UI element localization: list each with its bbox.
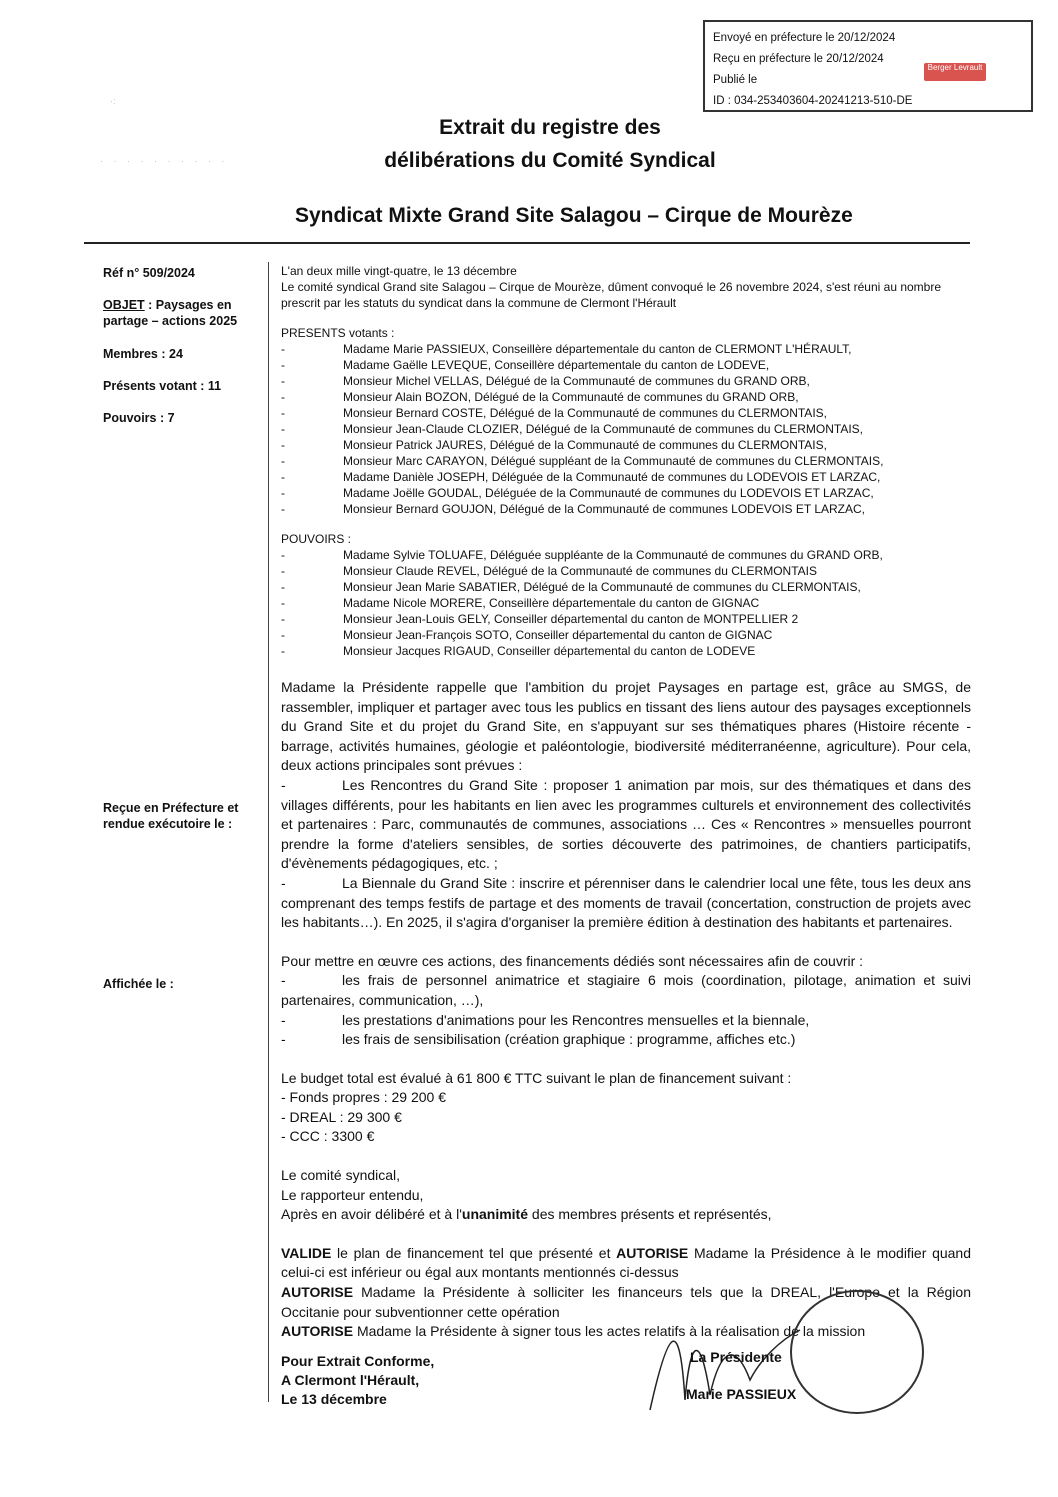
attendee-item: - Monsieur Michel VELLAS, Délégué de la Communauté de communes du GRAND ORB, [281, 374, 810, 388]
footer-block [281, 1352, 434, 1409]
funding-line: - Fonds propres : 29 200 € [281, 1089, 446, 1106]
presents-count: Présents votant : 11 [103, 379, 222, 393]
official-seal [790, 1290, 924, 1414]
president-title: La Présidente [690, 1349, 782, 1365]
attendee-item: - Madame Danièle JOSEPH, Déléguée de la Communauté de communes du LODEVOIS ET LARZAC, [281, 470, 881, 484]
objet [103, 298, 263, 329]
prefecture-stamp [703, 20, 1033, 112]
funding-line: - DREAL : 29 300 € [281, 1108, 402, 1125]
faint-mark: ·: [110, 96, 116, 106]
decision-autorise: AUTORISE Madame la Présidente à solliciter les financeurs tels que la DREAL, l'Europe et la Région Occitanie pour subventionner cette opération [281, 1284, 971, 1320]
deliberation-body [281, 678, 971, 1342]
objet-label: OBJET [103, 298, 145, 312]
attendee-item: - Monsieur Bernard COSTE, Délégué de la Communauté de communes du CLERMONTAIS, [281, 406, 827, 420]
pouvoirs-list [281, 547, 971, 659]
attendee-item: - Monsieur Claude REVEL, Délégué de la Communauté de communes du CLERMONTAIS [281, 564, 817, 578]
stamp-sent: Envoyé en préfecture le 20/12/2024 [713, 32, 896, 44]
footer-line: Pour Extrait Conforme, [281, 1353, 435, 1369]
decision-valide: VALIDE le plan de financement tel que présenté et AUTORISE Madame la Présidence à le modifier quand celui-ci est inférieur ou égal aux montants mentionnés ci-dessus [281, 1244, 972, 1281]
attendee-item: - Monsieur Jacques RIGAUD, Conseiller départemental du canton de LODEVE [281, 644, 756, 658]
intro-text: Le comité syndical Grand site Salagou – Cirque de Mourèze, dûment convoqué le 26 novembre 2024, s'est réuni au nombre prescrit par les statuts du syndicat dans la commune de Clermont l'Hérault [281, 280, 942, 310]
list-item: - les prestations d'animations pour les Rencontres mensuelles et la biennale, [281, 1011, 810, 1028]
attendee-item: - Monsieur Jean-François SOTO, Conseiller départemental du canton de GIGNAC [281, 628, 773, 642]
attendee-item: - Madame Joëlle GOUDAL, Déléguée de la Communauté de communes du LODEVOIS ET LARZAC, [281, 486, 874, 500]
comite-line: Le rapporteur entendu, [281, 1186, 424, 1203]
list-item: - les frais de sensibilisation (création graphique : programme, affiches etc.) [281, 1031, 796, 1048]
recue-prefecture: Reçue en Préfecture et rendue exécutoire le : [103, 801, 239, 831]
paragraph: Pour mettre en œuvre ces actions, des financements dédiés sont nécessaires afin de couvrir : [281, 952, 864, 969]
list-item: - La Biennale du Grand Site : inscrire et pérenniser dans le calendrier local une fête, tous les deux ans comprenant des temps festifs de partage et des moments de travail (concertation, construction de projets avec les habitants…). En 2025, il s'agira d'organiser la première édition à destination des habitants et partenaires. [281, 874, 971, 931]
stamp-published: Publié le [713, 74, 758, 86]
attendee-item: - Madame Gaëlle LEVEQUE, Conseillère départementale du canton de LODEVE, [281, 358, 770, 372]
attendee-item: - Monsieur Marc CARAYON, Délégué suppléant de la Communauté de communes du CLERMONTAIS, [281, 454, 884, 468]
pouvoirs-title: POUVOIRS : [281, 532, 352, 546]
attendee-item: - Monsieur Patrick JAURES, Délégué de la Communauté de communes du CLERMONTAIS, [281, 438, 827, 452]
attendee-item: - Madame Sylvie TOLUAFE, Déléguée suppléante de la Communauté de communes du GRAND ORB, [281, 548, 883, 562]
pouvoirs-count: Pouvoirs : 7 [103, 411, 175, 425]
page-title: Extrait du registre des [439, 116, 661, 139]
stamp-received: Reçu en préfecture le 20/12/2024 [713, 53, 884, 65]
president-name: Marie PASSIEUX [686, 1386, 797, 1402]
list-item: - Les Rencontres du Grand Site : proposer 1 animation par mois, sur des thématiques et dans des villages différents, pour les habitants en lien avec les programmes culturels et environnement des collectivités et partenaires : Parc, communautés de communes, associations … Ces « Rencontres » mensuelles pourront prendre la forme d'ateliers sensibles, de sorties découverte des patrimoines, de chantiers participatifs, d'évènements pédagogiques, etc. ; [281, 776, 971, 872]
decision-autorise: AUTORISE Madame la Présidente à signer tous les actes relatifs à la réalisation de la mission [281, 1323, 866, 1340]
page-subtitle: Syndicat Mixte Grand Site Salagou – Cirque de Mourèze [295, 204, 853, 227]
berger-levrault-logo: Berger Levrault [924, 63, 986, 81]
divider [84, 242, 970, 244]
comite-line: Après en avoir délibéré et à l'unanimité des membres présents et représentés, [281, 1206, 772, 1223]
faint-mark: · · · · · · · · · · [100, 156, 229, 166]
comite-line: Le comité syndical, [281, 1167, 401, 1184]
list-item: - les frais de personnel animatrice et stagiaire 6 mois (coordination, pilotage, animation et suivi partenaires, communication, …), [281, 972, 971, 1008]
paragraph: Madame la Présidente rappelle que l'ambition du projet Paysages en partage est, grâce au SMGS, de rassembler, impliquer et partager avec tous les publics en tissant des liens autour des paysages exceptionnels du Grand Site et du projet du Grand Site, en s'appuyant sur ses thématiques phares (Histoire récente - barrage, activités humaines, géologie et paléontologie, biodiversité méditerranéenne, agriculture). Pour cela, deux actions principales sont prévues : [281, 679, 971, 774]
page-title-2: délibérations du Comité Syndical [384, 149, 716, 172]
attendee-item: - Madame Nicole MORERE, Conseillère départementale du canton de GIGNAC [281, 596, 760, 610]
objet-text: : Paysages en partage – actions 2025 [103, 298, 238, 328]
budget: Le budget total est évalué à 61 800 € TTC suivant le plan de financement suivant : [281, 1069, 792, 1086]
footer-line: Le 13 décembre [281, 1391, 387, 1407]
footer-line: A Clermont l'Hérault, [281, 1372, 420, 1388]
ref-number: Réf n° 509/2024 [103, 266, 195, 280]
signature [640, 1300, 810, 1430]
attendee-item: - Monsieur Alain BOZON, Délégué de la Communauté de communes du GRAND ORB, [281, 390, 799, 404]
stamp-id: ID : 034-253403604-20241213-510-DE [713, 95, 913, 107]
attendee-item: - Madame Marie PASSIEUX, Conseillère départementale du canton de CLERMONT L'HÉRAULT, [281, 342, 852, 356]
presents-list [281, 341, 971, 517]
affichee: Affichée le : [103, 977, 174, 991]
column-divider [268, 262, 269, 1402]
attendee-item: - Monsieur Jean-Claude CLOZIER, Délégué de la Communauté de communes du CLERMONTAIS, [281, 422, 864, 436]
attendee-item: - Monsieur Jean Marie SABATIER, Délégué de la Communauté de communes du CLERMONTAIS, [281, 580, 861, 594]
attendee-item: - Monsieur Bernard GOUJON, Délégué de la Communauté de communes LODEVOIS ET LARZAC, [281, 502, 865, 516]
main-content [281, 263, 971, 1342]
intro-date: L'an deux mille vingt-quatre, le 13 décembre [281, 264, 517, 278]
membres: Membres : 24 [103, 347, 183, 361]
attendee-item: - Monsieur Jean-Louis GELY, Conseiller départemental du canton de MONTPELLIER 2 [281, 612, 799, 626]
funding-line: - CCC : 3300 € [281, 1128, 375, 1145]
presents-title: PRESENTS votants : [281, 326, 395, 340]
